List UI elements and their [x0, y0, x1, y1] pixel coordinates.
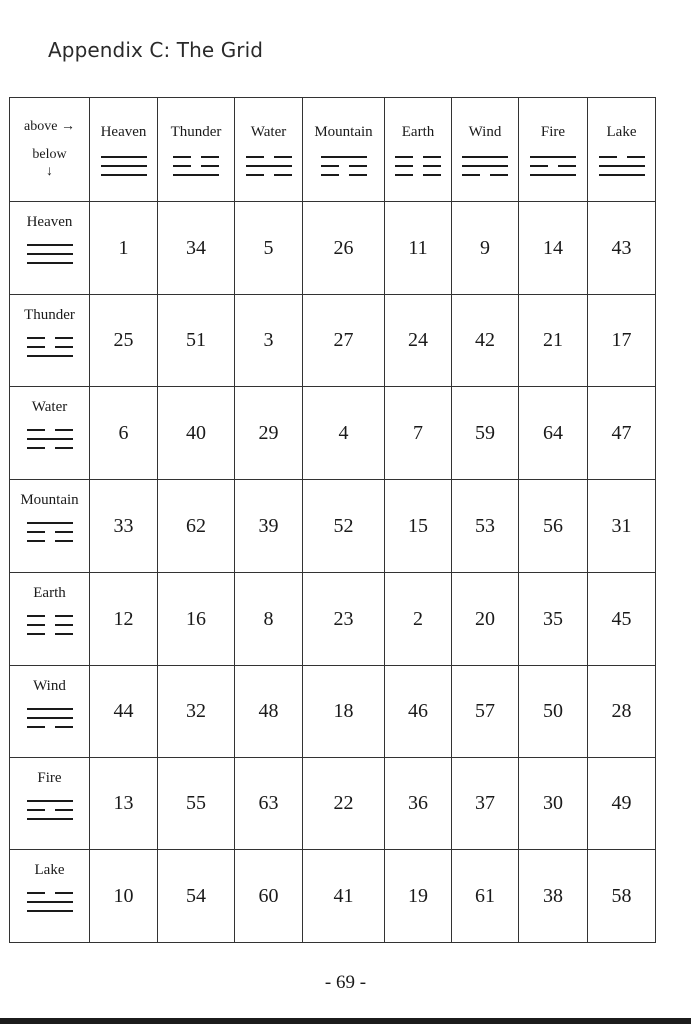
- table-row: [10, 666, 656, 758]
- hexagram-number-cell: 53: [452, 480, 519, 573]
- hexagram-number-cell: 22: [303, 758, 385, 850]
- hexagram-number-cell: 9: [452, 202, 519, 295]
- earth-trigram-icon: [395, 155, 441, 177]
- mountain-trigram-icon: [27, 521, 73, 543]
- grid-body: [10, 202, 656, 943]
- column-header-label: Earth: [401, 124, 435, 140]
- row-header-thunder: [10, 295, 90, 387]
- hexagram-number-cell: 28: [588, 666, 656, 758]
- hexagram-number-cell: 7: [385, 387, 452, 480]
- hexagram-number-cell: 31: [588, 480, 656, 573]
- hexagram-number-cell: 24: [385, 295, 452, 387]
- hexagram-number-cell: 6: [90, 387, 158, 480]
- column-header-label: Lake: [606, 124, 637, 140]
- hexagram-number-cell: 27: [303, 295, 385, 387]
- hexagram-number-cell: 52: [303, 480, 385, 573]
- wind-trigram-icon: [27, 707, 73, 729]
- row-header-mountain: [10, 480, 90, 573]
- table-row: [10, 758, 656, 850]
- row-header-label: Heaven: [26, 214, 73, 230]
- row-header-label: Thunder: [24, 307, 75, 323]
- hexagram-number-cell: 3: [235, 295, 303, 387]
- hexagram-number-cell: 46: [385, 666, 452, 758]
- hexagram-number-cell: 5: [235, 202, 303, 295]
- lake-trigram-icon: [27, 891, 73, 913]
- bottom-rule: [0, 1018, 691, 1024]
- hexagram-number-cell: 30: [519, 758, 588, 850]
- hexagram-grid-table: [9, 97, 656, 943]
- fire-trigram-icon: [530, 155, 576, 177]
- corner-above-label: above →: [24, 119, 75, 135]
- hexagram-number-cell: 17: [588, 295, 656, 387]
- column-header-wind: [452, 98, 519, 202]
- hexagram-number-cell: 58: [588, 850, 656, 943]
- hexagram-number-cell: 25: [90, 295, 158, 387]
- header-row: [10, 98, 656, 202]
- hexagram-number-cell: 49: [588, 758, 656, 850]
- hexagram-number-cell: 47: [588, 387, 656, 480]
- hexagram-number-cell: 21: [519, 295, 588, 387]
- heaven-trigram-icon: [27, 243, 73, 265]
- hexagram-number-cell: 34: [158, 202, 235, 295]
- lake-trigram-icon: [599, 155, 645, 177]
- row-header-wind: [10, 666, 90, 758]
- hexagram-number-cell: 44: [90, 666, 158, 758]
- thunder-trigram-icon: [27, 336, 73, 358]
- water-trigram-icon: [27, 428, 73, 450]
- table-row: [10, 202, 656, 295]
- hexagram-number-cell: 15: [385, 480, 452, 573]
- row-header-heaven: [10, 202, 90, 295]
- hexagram-number-cell: 51: [158, 295, 235, 387]
- hexagram-number-cell: 4: [303, 387, 385, 480]
- hexagram-number-cell: 41: [303, 850, 385, 943]
- hexagram-number-cell: 63: [235, 758, 303, 850]
- row-header-lake: [10, 850, 90, 943]
- table-row: [10, 387, 656, 480]
- hexagram-number-cell: 43: [588, 202, 656, 295]
- hexagram-number-cell: 20: [452, 573, 519, 666]
- hexagram-number-cell: 11: [385, 202, 452, 295]
- column-header-label: Mountain: [314, 124, 373, 140]
- earth-trigram-icon: [27, 614, 73, 636]
- column-header-fire: [519, 98, 588, 202]
- hexagram-number-cell: 16: [158, 573, 235, 666]
- hexagram-number-cell: 62: [158, 480, 235, 573]
- thunder-trigram-icon: [173, 155, 219, 177]
- hexagram-number-cell: 39: [235, 480, 303, 573]
- column-header-label: Thunder: [170, 124, 222, 140]
- row-header-label: Wind: [33, 678, 66, 694]
- table-row: [10, 480, 656, 573]
- hexagram-number-cell: 40: [158, 387, 235, 480]
- column-header-label: Heaven: [100, 124, 147, 140]
- corner-cell: [10, 98, 90, 202]
- corner-below-label: below: [32, 146, 67, 162]
- hexagram-number-cell: 54: [158, 850, 235, 943]
- hexagram-number-cell: 33: [90, 480, 158, 573]
- water-trigram-icon: [246, 155, 292, 177]
- hexagram-number-cell: 29: [235, 387, 303, 480]
- row-header-label: Earth: [33, 585, 66, 601]
- hexagram-number-cell: 19: [385, 850, 452, 943]
- column-header-lake: [588, 98, 656, 202]
- hexagram-number-cell: 2: [385, 573, 452, 666]
- wind-trigram-icon: [462, 155, 508, 177]
- table-row: [10, 295, 656, 387]
- row-header-label: Mountain: [20, 492, 79, 508]
- hexagram-number-cell: 23: [303, 573, 385, 666]
- hexagram-number-cell: 26: [303, 202, 385, 295]
- hexagram-number-cell: 42: [452, 295, 519, 387]
- hexagram-number-cell: 55: [158, 758, 235, 850]
- row-header-label: Water: [31, 399, 68, 415]
- hexagram-number-cell: 1: [90, 202, 158, 295]
- hexagram-number-cell: 60: [235, 850, 303, 943]
- row-header-fire: [10, 758, 90, 850]
- hexagram-number-cell: 45: [588, 573, 656, 666]
- hexagram-number-cell: 57: [452, 666, 519, 758]
- hexagram-number-cell: 8: [235, 573, 303, 666]
- hexagram-number-cell: 35: [519, 573, 588, 666]
- hexagram-number-cell: 56: [519, 480, 588, 573]
- table-row: [10, 850, 656, 943]
- hexagram-number-cell: 59: [452, 387, 519, 480]
- hexagram-number-cell: 10: [90, 850, 158, 943]
- table-row: [10, 573, 656, 666]
- row-header-earth: [10, 573, 90, 666]
- hexagram-number-cell: 32: [158, 666, 235, 758]
- row-header-water: [10, 387, 90, 480]
- hexagram-number-cell: 61: [452, 850, 519, 943]
- column-header-heaven: [90, 98, 158, 202]
- down-arrow-icon: ↓: [46, 164, 53, 180]
- column-header-earth: [385, 98, 452, 202]
- hexagram-number-cell: 14: [519, 202, 588, 295]
- page-number: - 69 -: [324, 972, 367, 993]
- hexagram-number-cell: 38: [519, 850, 588, 943]
- column-header-label: Wind: [468, 124, 502, 140]
- hexagram-number-cell: 37: [452, 758, 519, 850]
- fire-trigram-icon: [27, 799, 73, 821]
- hexagram-number-cell: 50: [519, 666, 588, 758]
- hexagram-number-cell: 13: [90, 758, 158, 850]
- heaven-trigram-icon: [101, 155, 147, 177]
- row-header-label: Lake: [34, 862, 65, 878]
- hexagram-number-cell: 36: [385, 758, 452, 850]
- hexagram-number-cell: 48: [235, 666, 303, 758]
- hexagram-number-cell: 12: [90, 573, 158, 666]
- column-header-label: Fire: [540, 124, 566, 140]
- column-header-mountain: [303, 98, 385, 202]
- column-header-label: Water: [250, 124, 287, 140]
- hexagram-number-cell: 64: [519, 387, 588, 480]
- row-header-label: Fire: [37, 770, 62, 786]
- mountain-trigram-icon: [321, 155, 367, 177]
- hexagram-number-cell: 18: [303, 666, 385, 758]
- page-title: Appendix C: The Grid: [48, 38, 264, 62]
- column-header-thunder: [158, 98, 235, 202]
- column-header-water: [235, 98, 303, 202]
